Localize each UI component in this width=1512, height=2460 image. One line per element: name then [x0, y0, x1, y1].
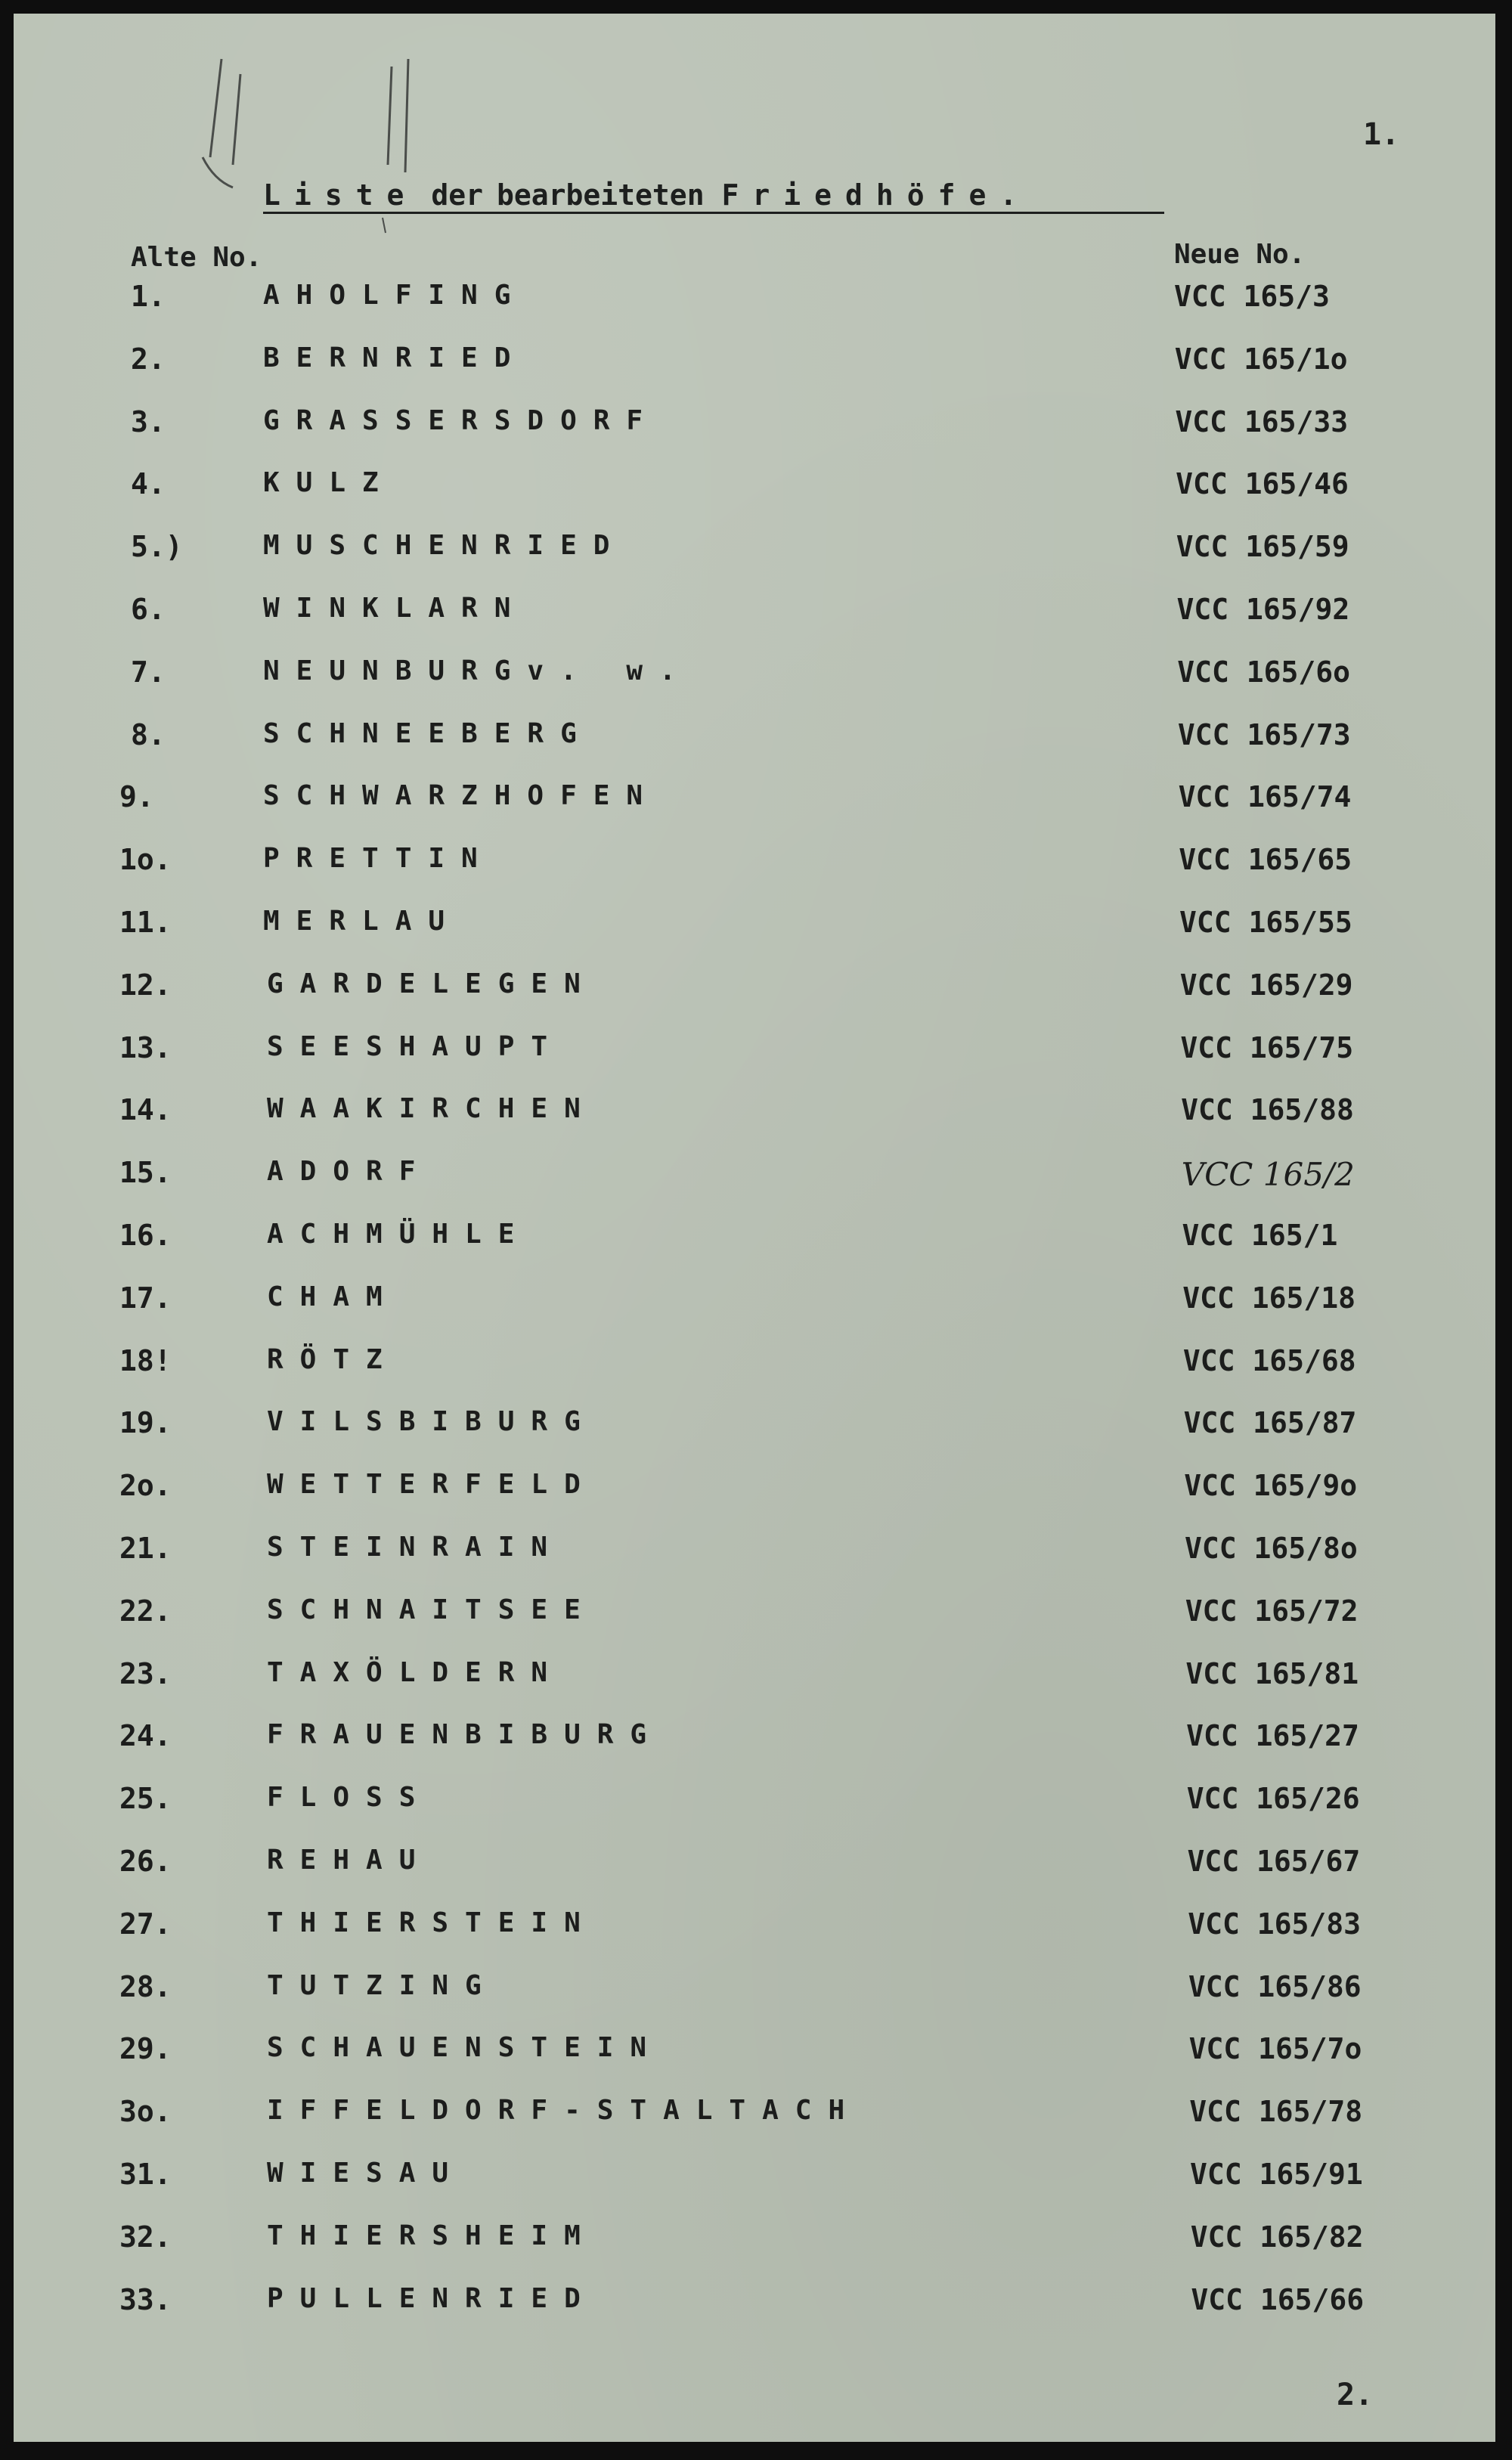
old-number: 17.	[119, 1281, 172, 1315]
title-word-liste: Liste	[263, 178, 418, 212]
cemetery-name: THIERSHEIM	[267, 2220, 597, 2251]
cemetery-name: BERNRIED	[263, 342, 528, 373]
old-number: 4.	[131, 467, 166, 501]
new-number: VCC 165/67	[1187, 1845, 1361, 1878]
page-number-bottom: 2.	[1337, 2378, 1374, 2412]
old-number: 2.	[131, 342, 166, 376]
cemetery-name: KULZ	[263, 467, 395, 499]
page-title	[263, 178, 1030, 212]
header-alte-no: Alte No.	[131, 242, 262, 273]
header-neue-no: Neue No.	[1174, 239, 1306, 270]
new-number: VCC 165/66	[1191, 2282, 1365, 2316]
list-item	[14, 2032, 1495, 2077]
cemetery-name: SCHWARZHOFEN	[263, 780, 660, 812]
list-item	[14, 1719, 1495, 1764]
cemetery-name: PULLENRIED	[267, 2282, 597, 2314]
new-number: VCC 165/2	[1181, 1156, 1355, 1194]
old-number: 3o.	[119, 2095, 172, 2129]
cemetery-name: WAAKIRCHEN	[267, 1093, 597, 1125]
cemetery-name: CHAM	[267, 1281, 399, 1312]
list-item	[14, 1970, 1495, 2015]
old-number: 32.	[119, 2220, 172, 2254]
old-number: 25.	[119, 1782, 172, 1816]
old-number: 33.	[119, 2282, 172, 2316]
title-word-friedhoefe: Friedhöfe.	[721, 178, 1031, 212]
list-item	[14, 405, 1495, 451]
list-item	[14, 2158, 1495, 2203]
old-number: 1o.	[119, 843, 172, 877]
title-underline	[263, 212, 1164, 214]
new-number: VCC 165/82	[1190, 2220, 1364, 2254]
list-item	[14, 1219, 1495, 1264]
cemetery-name: FLOSS	[267, 1782, 432, 1814]
cemetery-name: MERLAU	[263, 906, 462, 937]
cemetery-name: TUTZING	[267, 1969, 498, 2001]
old-number: 3.	[131, 404, 166, 438]
list-item	[14, 906, 1495, 951]
cemetery-name: FRAUENBIBURG	[267, 1719, 664, 1751]
cemetery-name: WIESAU	[267, 2158, 466, 2189]
old-number: 9.	[119, 780, 154, 814]
title-word-der: der	[431, 178, 484, 212]
old-number: 13.	[119, 1030, 172, 1064]
list-item	[14, 2220, 1495, 2266]
list-item	[14, 1657, 1495, 1702]
list-item	[14, 2283, 1495, 2328]
new-number: VCC 165/75	[1180, 1030, 1354, 1064]
old-number: 5.)	[131, 530, 183, 564]
list-item	[14, 1281, 1495, 1327]
old-number: 31.	[119, 2158, 172, 2191]
new-number: VCC 165/29	[1179, 968, 1353, 1002]
cemetery-name: ACHMÜHLE	[267, 1219, 531, 1250]
new-number: VCC 165/18	[1182, 1281, 1356, 1315]
old-number: 27.	[119, 1907, 172, 1941]
new-number: VCC 165/68	[1182, 1343, 1356, 1377]
list-item	[14, 1845, 1495, 1890]
new-number: VCC 165/87	[1183, 1406, 1357, 1440]
page-number-top: 1.	[1363, 117, 1400, 152]
old-number: 15.	[119, 1156, 172, 1190]
old-number: 18!	[119, 1343, 172, 1377]
cemetery-name: WETTERFELD	[267, 1469, 597, 1501]
new-number: VCC 165/91	[1190, 2158, 1363, 2191]
old-number: 2o.	[119, 1469, 172, 1503]
cemetery-name: WINKLARN	[263, 593, 528, 624]
cemetery-name: SCHNEEBERG	[263, 717, 593, 749]
list-item	[14, 1406, 1495, 1452]
cemetery-name: SCHNAITSEE	[267, 1594, 597, 1625]
list-item	[14, 1469, 1495, 1514]
list-item	[14, 280, 1495, 325]
old-number: 7.	[131, 655, 166, 689]
new-number: VCC 165/72	[1185, 1594, 1359, 1628]
new-number: VCC 165/1o	[1174, 342, 1348, 376]
cemetery-name: VILSBIBURG	[267, 1406, 597, 1438]
old-number: 21.	[119, 1532, 172, 1565]
new-number: VCC 165/55	[1179, 906, 1352, 939]
list-item	[14, 467, 1495, 513]
cemetery-name: IFFELDORF-STALTACH	[267, 2095, 862, 2127]
old-number: 11.	[119, 906, 172, 939]
cemetery-name: RÖTZ	[267, 1343, 399, 1375]
list-item	[14, 1156, 1495, 1201]
list-item	[14, 1031, 1495, 1077]
list-item	[14, 1782, 1495, 1827]
cemetery-name: GARDELEGEN	[267, 968, 597, 999]
cemetery-name: MUSCHENRIED	[263, 530, 627, 562]
list-item	[14, 718, 1495, 764]
cemetery-name: SCHAUENSTEIN	[267, 2032, 664, 2064]
new-number: VCC 165/27	[1186, 1719, 1359, 1753]
list-item	[14, 655, 1495, 701]
cemetery-name: PRETTIN	[263, 843, 494, 875]
old-number: 16.	[119, 1219, 172, 1252]
list-item	[14, 530, 1495, 575]
old-number: 29.	[119, 2032, 172, 2066]
list-item	[14, 843, 1495, 888]
old-number: 14.	[119, 1093, 172, 1127]
list-item	[14, 1594, 1495, 1640]
title-word-bearbeiteten: bearbeiteten	[497, 178, 705, 212]
new-number: VCC 165/3	[1174, 280, 1330, 313]
new-number: VCC 165/9o	[1184, 1469, 1358, 1503]
new-number: VCC 165/73	[1177, 717, 1351, 751]
new-number: VCC 165/88	[1181, 1093, 1354, 1127]
old-number: 19.	[119, 1406, 172, 1440]
list-item	[14, 1344, 1495, 1390]
old-number: 1.	[131, 280, 166, 313]
cemetery-name: TAXÖLDERN	[267, 1656, 565, 1688]
old-number: 26.	[119, 1845, 172, 1878]
cemetery-name: STEINRAIN	[267, 1532, 565, 1563]
cemetery-name: SEESHAUPT	[267, 1030, 565, 1062]
old-number: 12.	[119, 968, 172, 1002]
new-number: VCC 165/65	[1179, 843, 1352, 877]
old-number: 23.	[119, 1656, 172, 1690]
new-number: VCC 165/86	[1188, 1969, 1362, 2003]
new-number: VCC 165/1	[1182, 1219, 1338, 1252]
list-item	[14, 1093, 1495, 1139]
old-number: 28.	[119, 1969, 172, 2003]
new-number: VCC 165/33	[1175, 404, 1349, 438]
new-number: VCC 165/7o	[1188, 2032, 1362, 2066]
cemetery-name: AHOLFING	[263, 280, 528, 311]
paper-sheet	[14, 14, 1495, 2442]
cemetery-name: ADORF	[267, 1156, 432, 1188]
new-number: VCC 165/6o	[1177, 655, 1350, 689]
cemetery-name: THIERSTEIN	[267, 1907, 597, 1938]
new-number: VCC 165/83	[1188, 1907, 1361, 1941]
old-number: 8.	[131, 717, 166, 751]
list-item	[14, 342, 1495, 388]
list-item	[14, 780, 1495, 826]
cemetery-name: GRASSERSDORF	[263, 404, 660, 436]
list-item	[14, 1532, 1495, 1577]
list-item	[14, 2095, 1495, 2140]
list-item	[14, 968, 1495, 1014]
new-number: VCC 165/59	[1176, 530, 1349, 564]
new-number: VCC 165/8o	[1185, 1532, 1358, 1565]
new-number: VCC 165/26	[1186, 1782, 1360, 1816]
cemetery-name: REHAU	[267, 1845, 432, 1876]
old-number: 6.	[131, 593, 166, 626]
new-number: VCC 165/81	[1185, 1656, 1359, 1690]
list-item	[14, 593, 1495, 638]
new-number: VCC 165/92	[1176, 593, 1350, 626]
new-number: VCC 165/78	[1189, 2095, 1363, 2129]
list-item	[14, 1907, 1495, 1953]
old-number: 22.	[119, 1594, 172, 1628]
new-number: VCC 165/46	[1176, 467, 1349, 501]
new-number: VCC 165/74	[1178, 780, 1352, 814]
old-number: 24.	[119, 1719, 172, 1753]
cemetery-name: NEUNBURGv. w.	[263, 655, 692, 686]
